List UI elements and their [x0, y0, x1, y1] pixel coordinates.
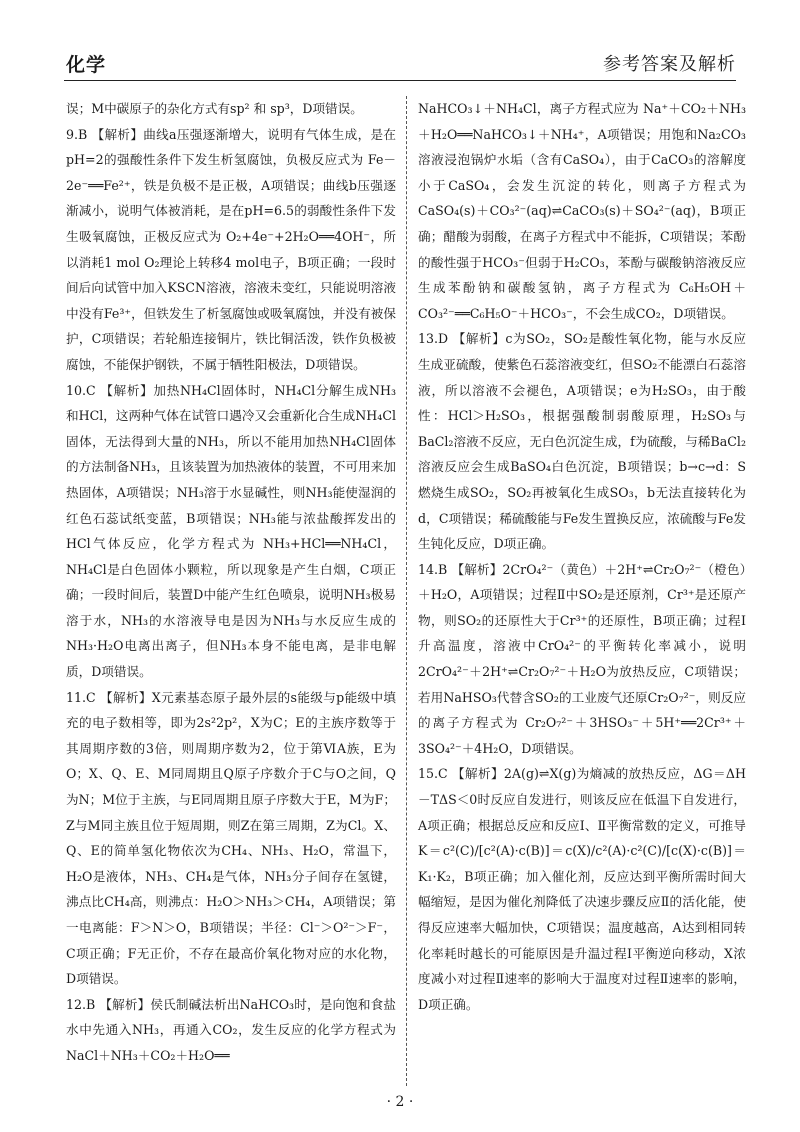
answer-item-14: 14.B 【解析】2CrO₄²⁻（黄色）＋2H⁺⇌Cr₂O₇²⁻（橙色）＋H₂O，A项错误；过程Ⅱ中SO₂是还原剂，Cr³⁺是还原产物，则SO₂的还原性大于Cr³⁺的还原性，B项正确；过程Ⅰ升高温度，溶液中CrO₄²⁻的平衡转化率减小，说明 2CrO₄²⁻＋2H⁺⇌Cr₂O₇²⁻＋H₂O为放热反应，C项错误；若用NaHSO₃代替含SO₂的工业废气还原Cr₂O₇²⁻，则反应的离子方程式为 Cr₂O₇²⁻＋3HSO₃⁻＋5H⁺══2Cr³⁺＋3SO₄²⁻＋4H₂O，D项错误。	[418, 561, 746, 756]
answer-item-12: 12.B 【解析】侯氏制碱法析出NaHCO₃时，是向饱和食盐水中先通入NH₃，再通入CO₂，发生反应的化学方程式为 NaCl＋NH₃＋CO₂＋H₂O══	[66, 996, 396, 1063]
right-column	[418, 96, 746, 1017]
column-divider	[406, 96, 407, 1086]
answer-item-12-cont: NaHCO₃↓＋NH₄Cl，离子方程式应为 Na⁺＋CO₂＋NH₃＋H₂O══NaHCO₃↓＋NH₄⁺，A项错误；用饱和Na₂CO₃溶液浸泡锅炉水垢（含有CaSO₄），由于CaCO₃的溶解度小于CaSO₄，会发生沉淀的转化，则离子方程式为 CaSO₄(s)＋CO₃²⁻(aq)⇌CaCO₃(s)＋SO₄²⁻(aq)，B项正确；醋酸为弱酸，在离子方程式中不能拆，C项错误；苯酚的酸性强于HCO₃⁻但弱于H₂CO₃，苯酚与碳酸钠溶液反应生成苯酚钠和碳酸氢钠，离子方程式为 C₆H₅OH＋CO₃²⁻══C₆H₅O⁻＋HCO₃⁻，不会生成CO₂，D项错误。	[418, 101, 746, 321]
answer-item-10: 10.C 【解析】加热NH₄Cl固体时，NH₄Cl分解生成NH₃和HCl，这两种气体在试管口遇冷又会重新化合生成NH₄Cl固体，无法得到大量的NH₃，所以不能用加热NH₄Cl固体的方法制备NH₃，且该装置为加热液体的装置，不可用来加热固体，A项错误；NH₃溶于水显碱性，则NH₃能使湿润的红色石蕊试纸变蓝，B项错误；NH₃能与浓盐酸挥发出的HCl气体反应，化学方程式为 NH₃+HCl══NH₄Cl，NH₄Cl是白色固体小颗粒，所以现象是产生白烟，C项正确；一段时间后，装置D中能产生红色喷泉，说明NH₃极易溶于水，NH₃的水溶液导电是因为NH₃与水反应生成的NH₃·H₂O电离出离子，但NH₃本身不能电离，是非电解质，D项错误。	[66, 382, 396, 680]
subject-title: 化学	[66, 54, 107, 76]
page-number: · 2 ·	[386, 1094, 414, 1110]
answer-item-11: 11.C 【解析】X元素基态原子最外层的s能级与p能级中填充的电子数相等，即为2s²2p²，X为C；E的主族序数等于其周期序数的3倍，则周期序数为2，位于第ⅥA族，E为O；X、Q、E、M同周期且Q原子序数介于C与O之间，Q为N；M位于主族，与E同周期且原子序数大于E，M为F；Z与M同主族且位于短周期，则Z在第三周期，Z为Cl。X、Q、E的简单氢化物依次为CH₄、NH₃、H₂O，常温下，H₂O是液体，NH₃、CH₄是气体，NH₃分子间存在氢键，沸点比CH₄高，则沸点：H₂O＞NH₃＞CH₄，A项错误；第一电离能：F＞N＞O，B项错误；半径：Cl⁻＞O²⁻＞F⁻，C项正确；F无正价，不存在最高价氧化物对应的水化物，D项错误。	[66, 689, 396, 987]
section-title: 参考答案及解析	[603, 54, 736, 75]
answer-item-9: 9.B 【解析】曲线a压强逐渐增大，说明有气体生成，是在pH=2的强酸性条件下发生析氢腐蚀，负极反应式为 Fe－2e⁻══Fe²⁺，铁是负极不是正极，A项错误；曲线b压强逐渐减小，说明气体被消耗，是在pH=6.5的弱酸性条件下发生吸氧腐蚀，正极反应式为 O₂+4e⁻+2H₂O══4OH⁻，所以消耗1 mol O₂理论上转移4 mol电子，B项正确；一段时间后向试管中加入KSCN溶液，溶液未变红，只能说明溶液中没有Fe³⁺，但铁发生了析氢腐蚀或吸氧腐蚀，并没有被保护，C项错误；若轮船连接铜片，铁比铜活泼，铁作负极被腐蚀，不能保护钢铁，不属于牺牲阳极法，D项错误。	[66, 126, 396, 372]
header-rule	[64, 80, 736, 81]
answer-item-15: 15.C 【解析】2A(g)⇌X(g)为熵减的放热反应，ΔG＝ΔH－TΔS＜0时反应自发进行，则该反应在低温下自发进行，A项正确；根据总反应和反应Ⅰ、Ⅱ平衡常数的定义，可推导 K＝c²(C)/[c²(A)·c(B)]＝c(X)/c²(A)·c²(C)/[c(X)·c(B)]＝K₁·K₂，B项正确；加入催化剂，反应达到平衡所需时间大幅缩短，是因为催化剂降低了决速步骤反应Ⅱ的活化能，使得反应速率大幅加快，C项错误；温度越高，A达到相同转化率耗时越长的可能原因是升温过程Ⅰ平衡逆向移动，X浓度减小对过程Ⅱ速率的影响大于温度对过程Ⅱ速率的影响，D项正确。	[418, 766, 746, 1012]
answer-paragraph: 误；M中碳原子的杂化方式有sp² 和 sp³，D项错误。	[66, 101, 363, 116]
left-column	[66, 96, 396, 1069]
answer-item-13: 13.D 【解析】c为SO₂，SO₂是酸性氧化物，能与水反应生成亚硫酸，使紫色石蕊溶液变红，但SO₂不能漂白石蕊溶液，所以溶液不会褪色，A项错误；e为H₂SO₃，由于酸性：HCl＞H₂SO₃，根据强酸制弱酸原理，H₂SO₃与BaCl₂溶液不反应，无白色沉淀生成，f为硫酸，与稀BaCl₂溶液反应会生成BaSO₄白色沉淀，B项错误；b→c→d：S燃烧生成SO₂，SO₂再被氧化生成SO₃，b无法直接转化为d，C项错误；稀硫酸能与Fe发生置换反应，浓硫酸与Fe发生钝化反应，D项正确。	[418, 331, 746, 552]
